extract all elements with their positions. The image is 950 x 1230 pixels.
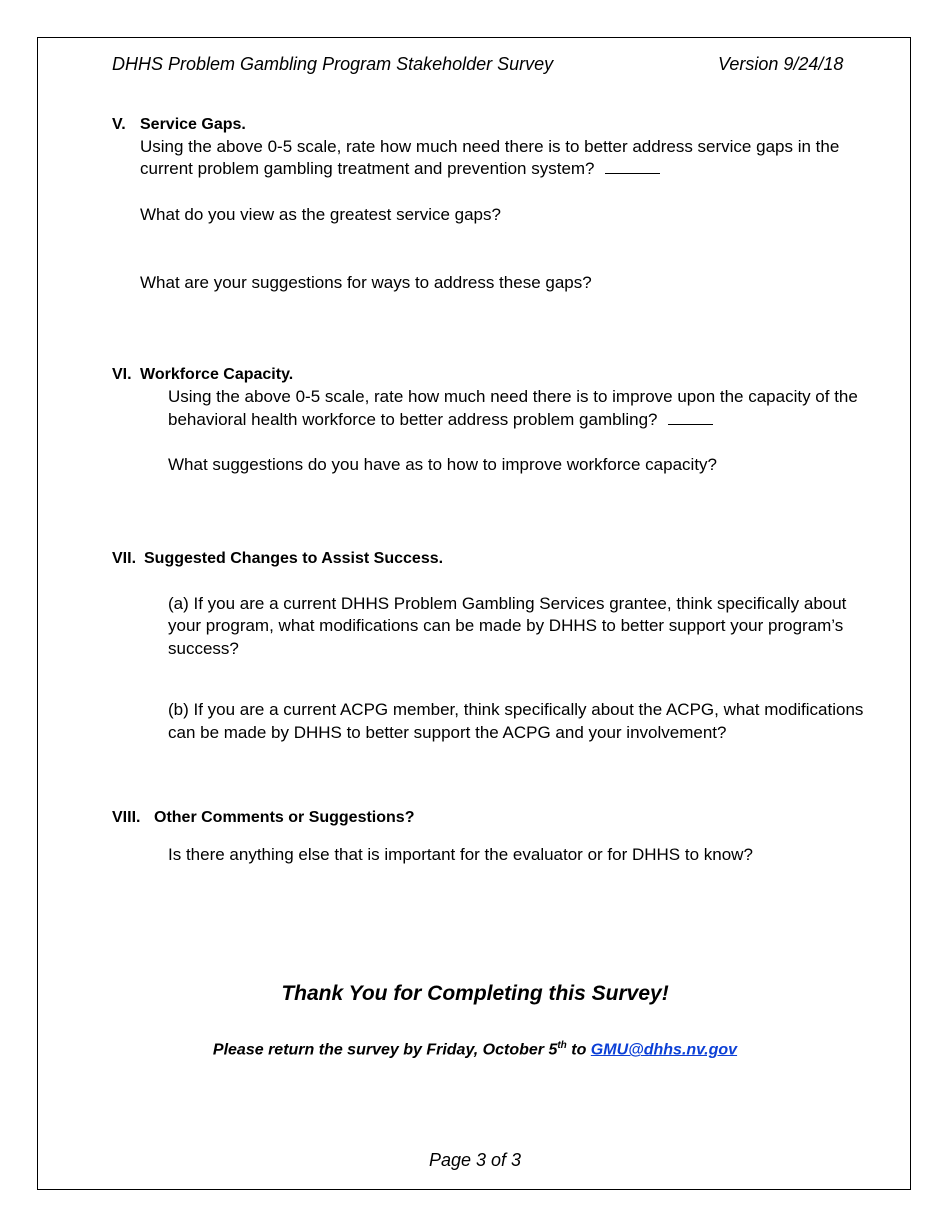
section-vi-title: Workforce Capacity. [140, 366, 294, 383]
section-viii-title: Other Comments or Suggestions? [154, 809, 415, 826]
section-v-question-2: What do you view as the greatest service gaps? [140, 205, 501, 224]
section-v-question-3: What are your suggestions for ways to address these gaps? [140, 273, 592, 292]
thank-you-heading: Thank You for Completing this Survey! [281, 982, 669, 1005]
section-vi-question-1-line-2: behavioral health workforce to better address problem gambling? [168, 408, 713, 431]
section-vi-number: VI. [112, 366, 132, 383]
section-vii-question-a-line-3: success? [168, 639, 239, 658]
section-vii-question-a-line-2: your program, what modifications can be made by DHHS to better support your program’s [168, 616, 844, 635]
section-viii-number: VIII. [112, 809, 141, 826]
section-vi-question-2: What suggestions do you have as to how to improve workforce capacity? [168, 455, 718, 474]
section-viii-question: Is there anything else that is important for the evaluator or for DHHS to know? [168, 845, 753, 864]
section-v-question-1-line-1: Using the above 0-5 scale, rate how much need there is to better address service gaps in the [140, 137, 840, 156]
section-v-title: Service Gaps. [140, 116, 246, 133]
section-vi-question-1-line-1: Using the above 0-5 scale, rate how much need there is to improve upon the capacity of the [168, 387, 858, 406]
page-number: Page 3 of 3 [428, 1150, 522, 1170]
section-vii-title: Suggested Changes to Assist Success. [144, 550, 444, 567]
section-vii-question-b-line-1: (b) If you are a current ACPG member, think specifically about the ACPG, what modifications [168, 700, 864, 719]
version-label: Version 9/24/18 [718, 54, 844, 74]
return-instructions: Please return the survey by Friday, October 5th to GMU@dhhs.nv.gov [212, 1040, 738, 1059]
email-link[interactable]: GMU@dhhs.nv.gov [590, 1041, 738, 1059]
document-title: DHHS Problem Gambling Program Stakeholder Survey [112, 54, 554, 74]
rating-answer-blank[interactable] [605, 159, 660, 174]
section-vii-number: VII. [112, 550, 137, 567]
section-vii-question-b-line-2: can be made by DHHS to better support the ACPG and your involvement? [168, 723, 727, 742]
rating-answer-blank[interactable] [668, 410, 713, 425]
section-v-number: V. [112, 116, 126, 133]
section-vii-question-a-line-1: (a) If you are a current DHHS Problem Gambling Services grantee, think specifically about [168, 594, 847, 613]
section-v-question-1-line-2: current problem gambling treatment and prevention system? [140, 157, 660, 180]
